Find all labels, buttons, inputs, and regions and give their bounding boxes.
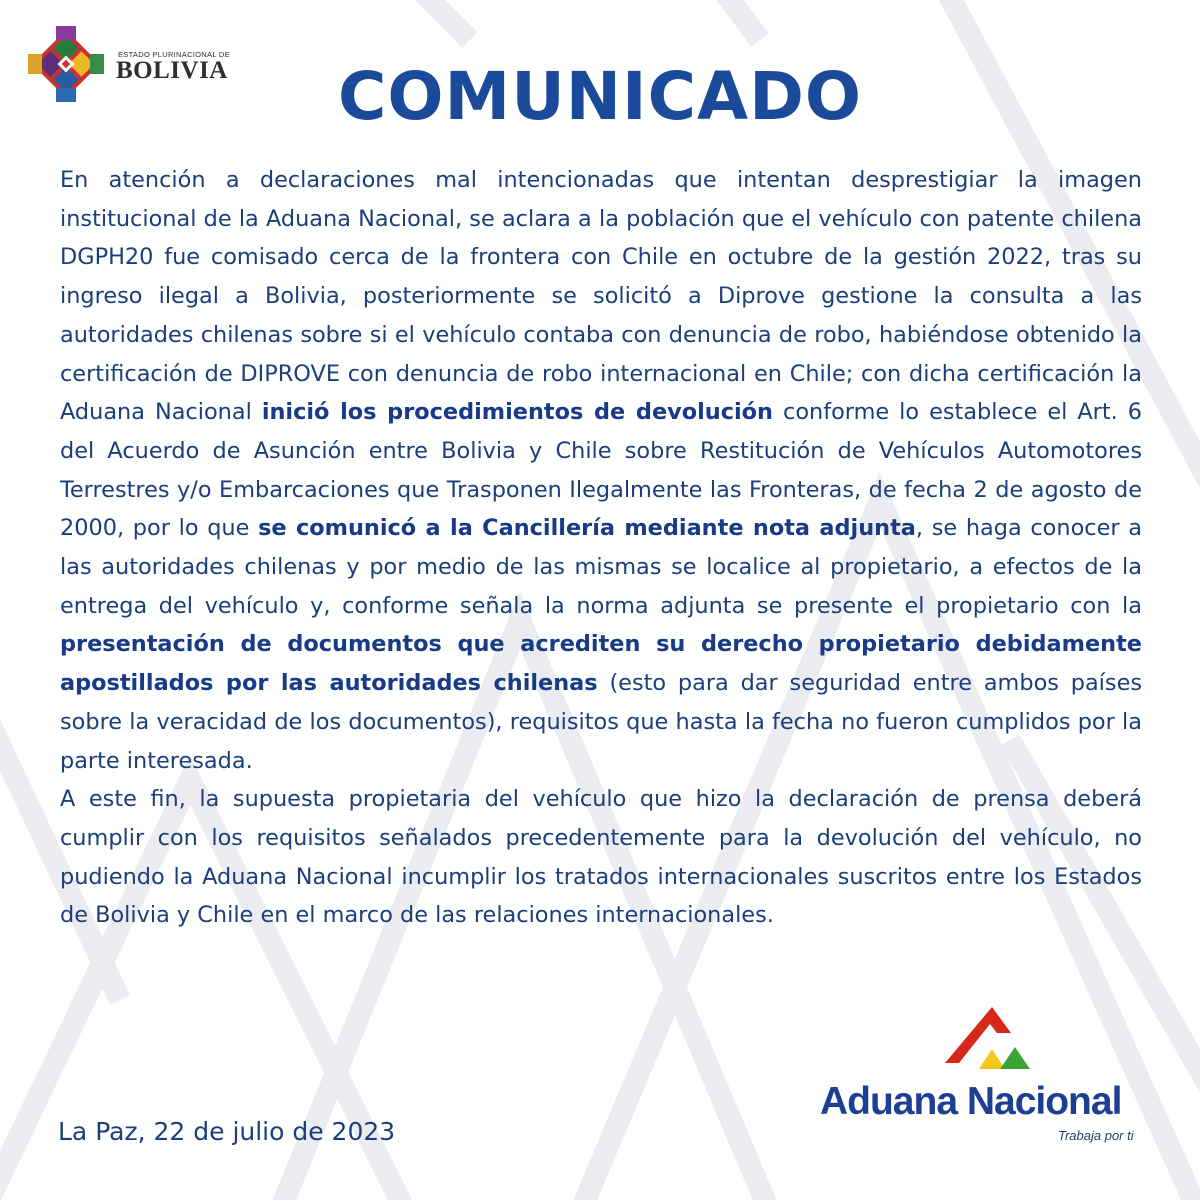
- gov-logo-title: BOLIVIA: [116, 57, 228, 84]
- aduana-slogan: Trabaja por ti: [1058, 1128, 1134, 1143]
- text-segment: En atención a declaraciones mal intencionadas que intentan desprestigiar la imagen institucional de la Aduana Nacional, se aclara a la población que el vehículo con patente chilena DGPH20 fue comisado cerca de la frontera con Chile en octubre de la gestión 2022, tras su ingreso ilegal a Bolivia, posteriormente se solicitó a Diprove gestione la consulta a las autoridades chilenas sobre si el vehículo contaba con denuncia de robo, habiéndose obtenido la certificación de DIPROVE con denuncia de robo internacional en Chile; con dicha certificación la Aduana Nacional: [60, 167, 1142, 426]
- aduana-mountain-icon: [942, 1005, 1052, 1085]
- aduana-nacional-logo: [820, 1005, 1150, 1155]
- bold-segment: inició los procedimientos de devolución: [261, 399, 773, 426]
- text-segment: (esto para dar seguridad entre ambos países sobre la veracidad de los documentos), requisitos que hasta la fecha no fueron cumplidos por la parte interesada.: [60, 670, 1143, 774]
- bold-segment: presentación de documentos que acrediten su derecho propietario debidamente apostillados por las autoridades chilenas: [60, 631, 1142, 697]
- aduana-name: Aduana Nacional: [820, 1080, 1122, 1123]
- paragraph-1: [60, 161, 1142, 780]
- text-segment: , se haga conocer a las autoridades chilenas y por medio de las mismas se localice al propietario, a efectos de la entrega del vehículo y, conforme señala la norma adjunta se presente el propietario con la: [60, 515, 1142, 619]
- paragraph-2: [60, 780, 1142, 935]
- text-segment: A este fin, la supuesta propietaria del vehículo que hizo la declaración de prensa deberá cumplir con los requisitos señalados precedentemente para la devolución del vehículo, no pudiendo la Aduana Nacional incumplir los tratados internacionales suscritos entre los Estados de Bolivia y Chile en el marco de las relaciones internacionales.: [60, 786, 1142, 929]
- page-title: COMUNICADO: [337, 58, 862, 135]
- text-segment: conforme lo establece el Art. 6 del Acuerdo de Asunción entre Bolivia y Chile sobre Restitución de Vehículos Automotores Terrestres y/o Embarcaciones que Trasponen Ilegalmente las Fronteras, de fecha 2 de agosto de 2000, por lo que: [60, 399, 1143, 542]
- communique-body: [60, 161, 1142, 935]
- place-date: La Paz, 22 de julio de 2023: [58, 1117, 396, 1146]
- bold-segment: se comunicó a la Cancillería mediante nota adjunta: [258, 515, 916, 542]
- gov-logo-subtitle: ESTADO PLURINACIONAL DE: [118, 50, 230, 59]
